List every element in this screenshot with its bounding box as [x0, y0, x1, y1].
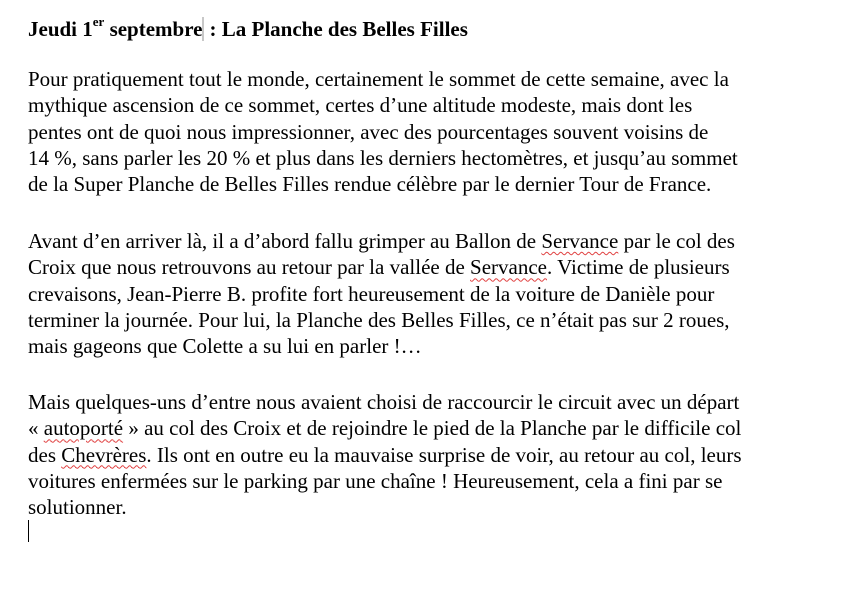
text-run: mais gageons que Colette a su lui en parler !… [28, 334, 422, 359]
text-run: Pour pratiquement tout le monde, certainement le sommet de cette semaine, avec la [28, 67, 729, 91]
paragraph-line [28, 307, 838, 333]
text-run: Croix que nous retrouvons au retour par la vallée de [28, 255, 471, 280]
paragraph-line [28, 92, 838, 118]
spellcheck-word[interactable]: Servance [470, 255, 547, 280]
paragraph-1[interactable] [28, 66, 838, 197]
text-run: « [28, 416, 44, 441]
paragraph-line [28, 333, 838, 359]
heading-month: septembre [104, 17, 203, 41]
paragraph-line [28, 494, 838, 520]
paragraph-line [28, 119, 838, 145]
text-run: mythique ascension de ce sommet, certes d’une altitude modeste, mais dont les [28, 93, 693, 118]
paragraph-line [28, 228, 838, 254]
text-run: par le col des [618, 229, 735, 253]
paragraph-line [28, 281, 838, 307]
paragraph-line [28, 66, 838, 92]
text-run: de la Super Planche de Belles Filles rendue célèbre par le dernier Tour de France. [28, 172, 712, 197]
text-run: pentes ont de quoi nous impressionner, avec des pourcentages souvent voisins de [28, 119, 709, 144]
text-run: des [28, 442, 62, 467]
heading-superscript: er [92, 14, 105, 29]
text-cursor [28, 520, 29, 542]
text-run: solutionner. [28, 495, 127, 520]
text-run: Mais quelques-uns d’entre nous avaient choisi de raccourcir le circuit avec un départ [28, 390, 740, 414]
document-heading[interactable] [28, 16, 468, 42]
text-run: Avant d’en arriver là, il a d’abord fallu grimper au Ballon de [28, 229, 542, 253]
paragraph-line [28, 145, 838, 171]
heading-title: : La Planche des Belles Filles [204, 17, 468, 41]
paragraph-2[interactable] [28, 228, 838, 359]
spellcheck-word[interactable]: Chevrères [61, 442, 147, 467]
heading-day: Jeudi 1 [28, 17, 93, 41]
paragraph-line [28, 254, 838, 280]
paragraph-line [28, 415, 838, 441]
text-run: voitures enfermées sur le parking par une chaîne ! Heureusement, cela a fini par se [28, 468, 723, 493]
spellcheck-word[interactable]: Servance [541, 229, 619, 253]
text-run: crevaisons, Jean-Pierre B. profite fort heureusement de la voiture de Danièle pour [28, 281, 715, 306]
text-run: 14 %, sans parler les 20 % et plus dans les derniers hectomètres, et jusqu’au sommet [28, 145, 738, 170]
text-run: . Ils ont en outre eu la mauvaise surprise de voir, au retour au col, leurs [146, 442, 742, 467]
spellcheck-word[interactable]: autoporté [43, 416, 124, 441]
text-run: » au col des Croix et de rejoindre le pied de la Planche par le difficile col [123, 416, 742, 441]
paragraph-line [28, 468, 838, 494]
text-run: terminer la journée. Pour lui, la Planche des Belles Filles, ce n’était pas sur 2 roues, [28, 307, 730, 332]
paragraph-line [28, 389, 838, 415]
paragraph-3[interactable] [28, 389, 838, 520]
text-run: . Victime de plusieurs [547, 255, 730, 280]
paragraph-line [28, 442, 838, 468]
paragraph-line [28, 171, 838, 197]
